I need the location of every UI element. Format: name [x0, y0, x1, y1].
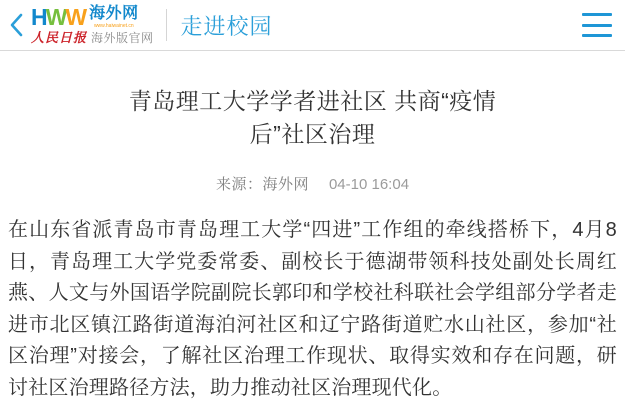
article-source: 来源：海外网 [215, 176, 309, 194]
logo-letter-w2: W [65, 4, 86, 30]
logo-hww-letters [31, 6, 85, 29]
header-divider [166, 9, 167, 41]
menu-button[interactable] [582, 13, 612, 37]
article-paragraph: 在山东省派青岛市青岛理工大学“四进”工作组的牵线搭桥下，4月8日，青岛理工大学党委常委、副校长于德湖带领科技处副处长周红燕、人文与外国语学院副院长郭印和学校社科联社会学组部分学者走进市北区镇江路街道海泊河社区和辽宁路街道贮水山社区，参加“社区治理”对接会，了解社区治理工作现状、取得实效和存在问题，研讨社区治理路径方法，助力推动社区治理现代化。 [8, 219, 617, 399]
hamburger-icon [582, 34, 612, 37]
article-timestamp: 04-10 16:04 [328, 176, 410, 194]
logo-letter-h: H [31, 4, 46, 30]
site-url: www.haiwainet.cn [93, 22, 134, 29]
article [0, 85, 625, 404]
paper-suffix: 海外版官网 [91, 31, 154, 45]
logo-top-row [31, 6, 154, 29]
site-logo[interactable] [31, 6, 154, 44]
logo-bottom-row [31, 31, 154, 44]
back-button[interactable] [5, 5, 27, 45]
article-meta [8, 173, 617, 194]
channel-title: 走进校园 [180, 13, 273, 39]
header [0, 0, 625, 51]
hamburger-icon [582, 24, 612, 27]
article-title: 青岛理工大学学者进社区 共商“疫情后”社区治理 [128, 88, 497, 147]
paper-name: 人民日报 [31, 30, 88, 45]
chevron-left-icon [8, 12, 24, 38]
logo-letter-w1: W [45, 4, 66, 30]
logo-sitename-block [89, 6, 139, 29]
hamburger-icon [582, 13, 612, 16]
site-name: 海外网 [89, 5, 139, 22]
